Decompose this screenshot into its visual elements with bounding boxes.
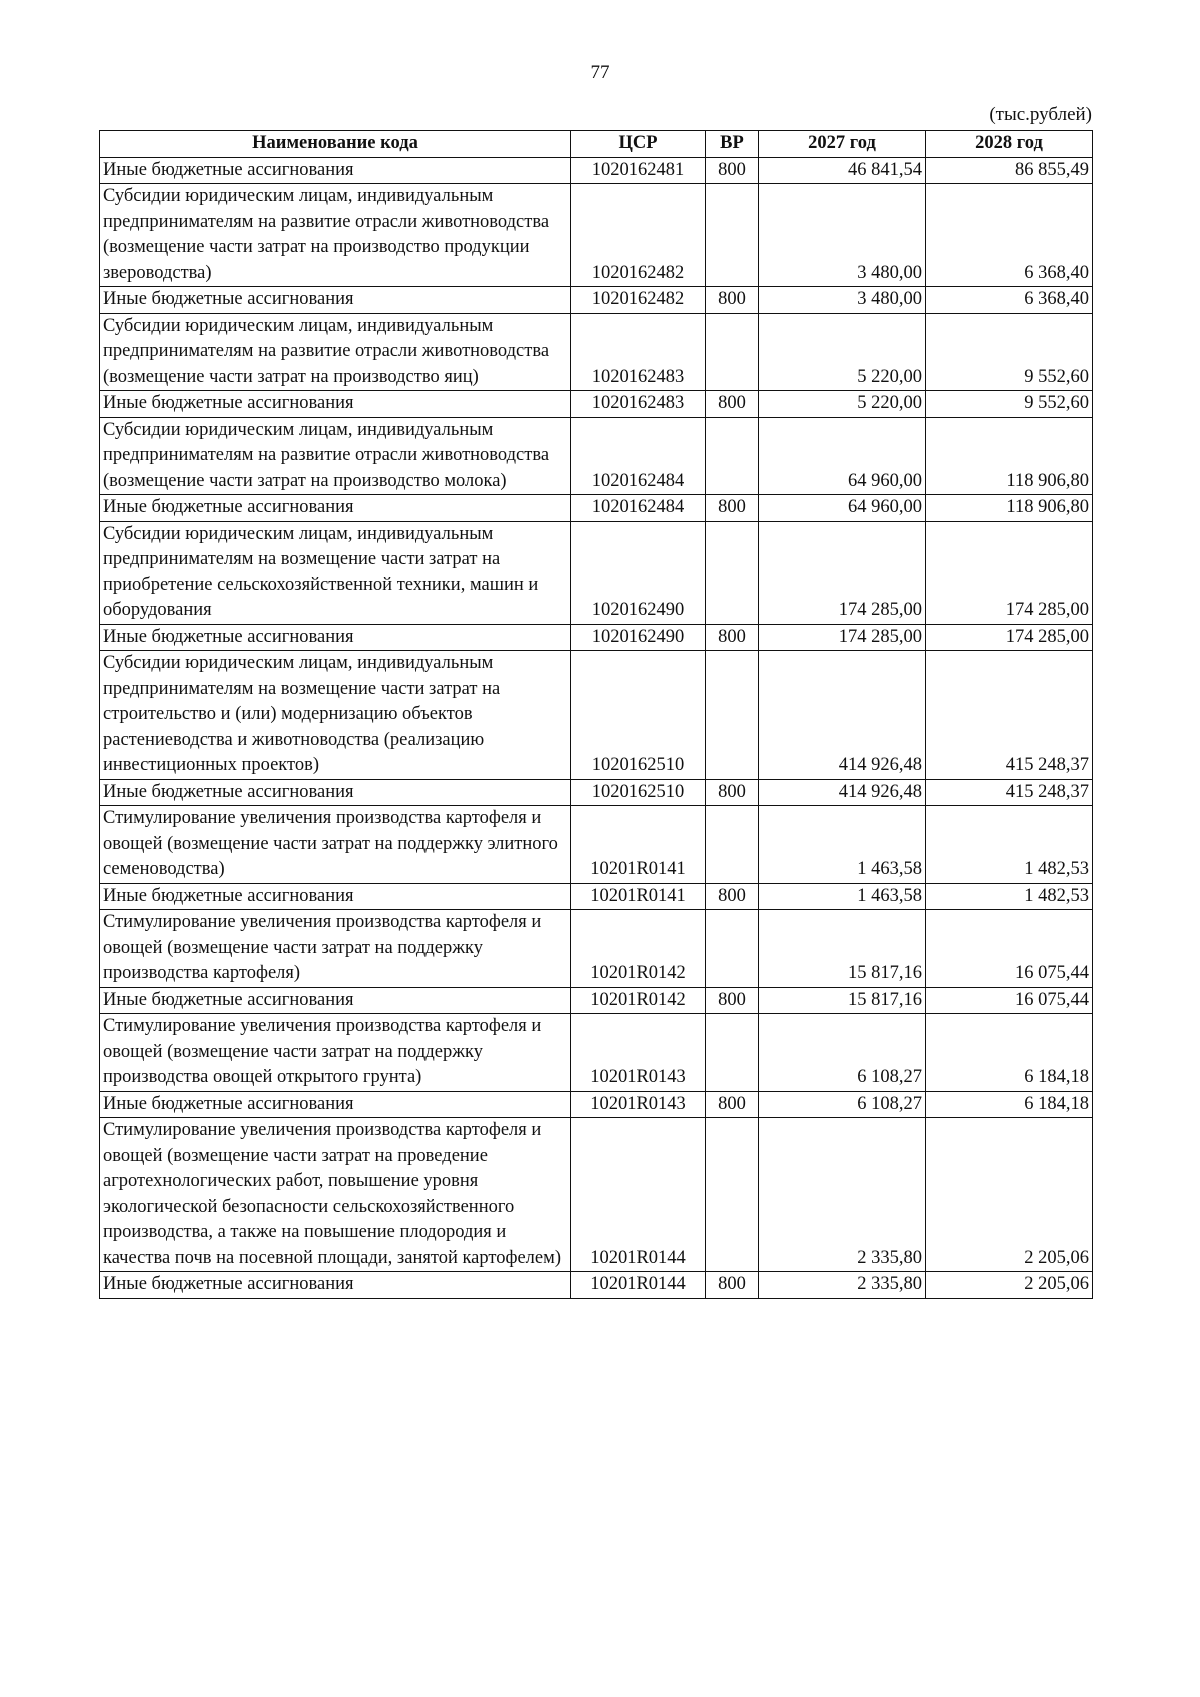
cell-csr: 1020162482	[571, 184, 706, 287]
cell-csr: 1020162510	[571, 651, 706, 780]
cell-2027: 1 463,58	[759, 806, 926, 884]
cell-csr: 1020162482	[571, 287, 706, 314]
cell-name: Иные бюджетные ассигнования	[100, 987, 571, 1014]
table-row	[100, 287, 1093, 314]
cell-2027: 3 480,00	[759, 287, 926, 314]
cell-2028: 16 075,44	[926, 987, 1093, 1014]
table-row	[100, 495, 1093, 522]
cell-2027: 174 285,00	[759, 624, 926, 651]
cell-2027: 15 817,16	[759, 910, 926, 988]
table-row	[100, 624, 1093, 651]
cell-vr	[706, 806, 759, 884]
cell-2027: 64 960,00	[759, 495, 926, 522]
cell-csr: 1020162490	[571, 624, 706, 651]
cell-csr: 1020162490	[571, 521, 706, 624]
cell-csr: 10201R0144	[571, 1118, 706, 1272]
cell-vr: 800	[706, 624, 759, 651]
cell-vr: 800	[706, 495, 759, 522]
cell-vr	[706, 184, 759, 287]
cell-2027: 15 817,16	[759, 987, 926, 1014]
table-row	[100, 1014, 1093, 1092]
cell-vr	[706, 1118, 759, 1272]
cell-vr: 800	[706, 883, 759, 910]
cell-2028: 1 482,53	[926, 806, 1093, 884]
cell-2028: 1 482,53	[926, 883, 1093, 910]
header-csr: ЦСР	[571, 131, 706, 158]
budget-table	[99, 130, 1093, 1299]
unit-note: (тыс.рублей)	[989, 104, 1092, 125]
header-name: Наименование кода	[100, 131, 571, 158]
cell-name: Иные бюджетные ассигнования	[100, 1272, 571, 1299]
cell-2028: 2 205,06	[926, 1118, 1093, 1272]
cell-2028: 2 205,06	[926, 1272, 1093, 1299]
cell-2027: 6 108,27	[759, 1014, 926, 1092]
cell-csr: 10201R0144	[571, 1272, 706, 1299]
cell-2028: 16 075,44	[926, 910, 1093, 988]
cell-name: Иные бюджетные ассигнования	[100, 1091, 571, 1118]
cell-name: Иные бюджетные ассигнования	[100, 624, 571, 651]
cell-csr: 10201R0142	[571, 910, 706, 988]
cell-name: Субсидии юридическим лицам, индивидуальным предпринимателям на возмещение части затрат на приобретение сельскохозяйственной техники, машин и оборудования	[100, 521, 571, 624]
cell-2028: 9 552,60	[926, 391, 1093, 418]
cell-2027: 414 926,48	[759, 779, 926, 806]
cell-2028: 174 285,00	[926, 624, 1093, 651]
table-row	[100, 184, 1093, 287]
cell-2027: 174 285,00	[759, 521, 926, 624]
cell-csr: 1020162483	[571, 391, 706, 418]
cell-2028: 415 248,37	[926, 779, 1093, 806]
table-row	[100, 651, 1093, 780]
cell-name: Стимулирование увеличения производства картофеля и овощей (возмещение части затрат на поддержку производства овощей открытого грунта)	[100, 1014, 571, 1092]
cell-csr: 1020162484	[571, 417, 706, 495]
table-row	[100, 806, 1093, 884]
cell-csr: 1020162510	[571, 779, 706, 806]
cell-2027: 3 480,00	[759, 184, 926, 287]
cell-2027: 6 108,27	[759, 1091, 926, 1118]
cell-name: Стимулирование увеличения производства картофеля и овощей (возмещение части затрат на поддержку производства картофеля)	[100, 910, 571, 988]
cell-2027: 64 960,00	[759, 417, 926, 495]
cell-2028: 86 855,49	[926, 157, 1093, 184]
table-row	[100, 910, 1093, 988]
cell-2027: 1 463,58	[759, 883, 926, 910]
cell-2027: 2 335,80	[759, 1272, 926, 1299]
page-number: 77	[590, 62, 610, 83]
cell-vr	[706, 1014, 759, 1092]
table-row	[100, 157, 1093, 184]
cell-vr	[706, 651, 759, 780]
table-row	[100, 1118, 1093, 1272]
cell-name: Стимулирование увеличения производства картофеля и овощей (возмещение части затрат на проведение агротехнологических работ, повышение уровня экологической безопасности сельскохозяйственного производства, а также на повышение плодородия и качества почв на посевной площади, занятой картофелем)	[100, 1118, 571, 1272]
cell-vr: 800	[706, 987, 759, 1014]
cell-csr: 1020162481	[571, 157, 706, 184]
cell-csr: 10201R0142	[571, 987, 706, 1014]
header-vr: ВР	[706, 131, 759, 158]
table-header-row	[100, 131, 1093, 158]
table-body	[100, 157, 1093, 1298]
table-row	[100, 391, 1093, 418]
cell-csr: 10201R0143	[571, 1014, 706, 1092]
cell-vr: 800	[706, 157, 759, 184]
header-year-2027: 2027 год	[759, 131, 926, 158]
cell-2027: 2 335,80	[759, 1118, 926, 1272]
cell-2028: 118 906,80	[926, 495, 1093, 522]
cell-name: Стимулирование увеличения производства картофеля и овощей (возмещение части затрат на поддержку элитного семеноводства)	[100, 806, 571, 884]
cell-2027: 5 220,00	[759, 313, 926, 391]
cell-2028: 6 368,40	[926, 184, 1093, 287]
cell-2028: 118 906,80	[926, 417, 1093, 495]
cell-csr: 1020162483	[571, 313, 706, 391]
table-row	[100, 987, 1093, 1014]
cell-vr: 800	[706, 391, 759, 418]
cell-2028: 6 184,18	[926, 1091, 1093, 1118]
cell-vr: 800	[706, 779, 759, 806]
cell-name: Иные бюджетные ассигнования	[100, 157, 571, 184]
cell-name: Субсидии юридическим лицам, индивидуальным предпринимателям на развитие отрасли животноводства (возмещение части затрат на производство молока)	[100, 417, 571, 495]
cell-name: Субсидии юридическим лицам, индивидуальным предпринимателям на возмещение части затрат на строительство и (или) модернизацию объектов растениеводства и животноводства (реализацию инвестиционных проектов)	[100, 651, 571, 780]
table-row	[100, 313, 1093, 391]
cell-csr: 1020162484	[571, 495, 706, 522]
table-row	[100, 883, 1093, 910]
cell-csr: 10201R0143	[571, 1091, 706, 1118]
cell-vr	[706, 417, 759, 495]
cell-2028: 6 368,40	[926, 287, 1093, 314]
cell-name: Иные бюджетные ассигнования	[100, 779, 571, 806]
table-row	[100, 1272, 1093, 1299]
cell-name: Иные бюджетные ассигнования	[100, 495, 571, 522]
cell-2027: 414 926,48	[759, 651, 926, 780]
cell-2027: 46 841,54	[759, 157, 926, 184]
cell-vr	[706, 521, 759, 624]
cell-name: Иные бюджетные ассигнования	[100, 391, 571, 418]
cell-vr: 800	[706, 287, 759, 314]
table-row	[100, 521, 1093, 624]
cell-name: Субсидии юридическим лицам, индивидуальным предпринимателям на развитие отрасли животноводства (возмещение части затрат на производство яиц)	[100, 313, 571, 391]
cell-2028: 6 184,18	[926, 1014, 1093, 1092]
cell-2028: 9 552,60	[926, 313, 1093, 391]
cell-name: Субсидии юридическим лицам, индивидуальным предпринимателям на развитие отрасли животноводства (возмещение части затрат на производство продукции звероводства)	[100, 184, 571, 287]
cell-csr: 10201R0141	[571, 883, 706, 910]
table-row	[100, 1091, 1093, 1118]
cell-csr: 10201R0141	[571, 806, 706, 884]
cell-2028: 174 285,00	[926, 521, 1093, 624]
cell-2027: 5 220,00	[759, 391, 926, 418]
cell-2028: 415 248,37	[926, 651, 1093, 780]
table-row	[100, 417, 1093, 495]
cell-vr	[706, 910, 759, 988]
cell-vr: 800	[706, 1091, 759, 1118]
cell-name: Иные бюджетные ассигнования	[100, 287, 571, 314]
cell-vr: 800	[706, 1272, 759, 1299]
cell-vr	[706, 313, 759, 391]
cell-name: Иные бюджетные ассигнования	[100, 883, 571, 910]
table-row	[100, 779, 1093, 806]
header-year-2028: 2028 год	[926, 131, 1093, 158]
